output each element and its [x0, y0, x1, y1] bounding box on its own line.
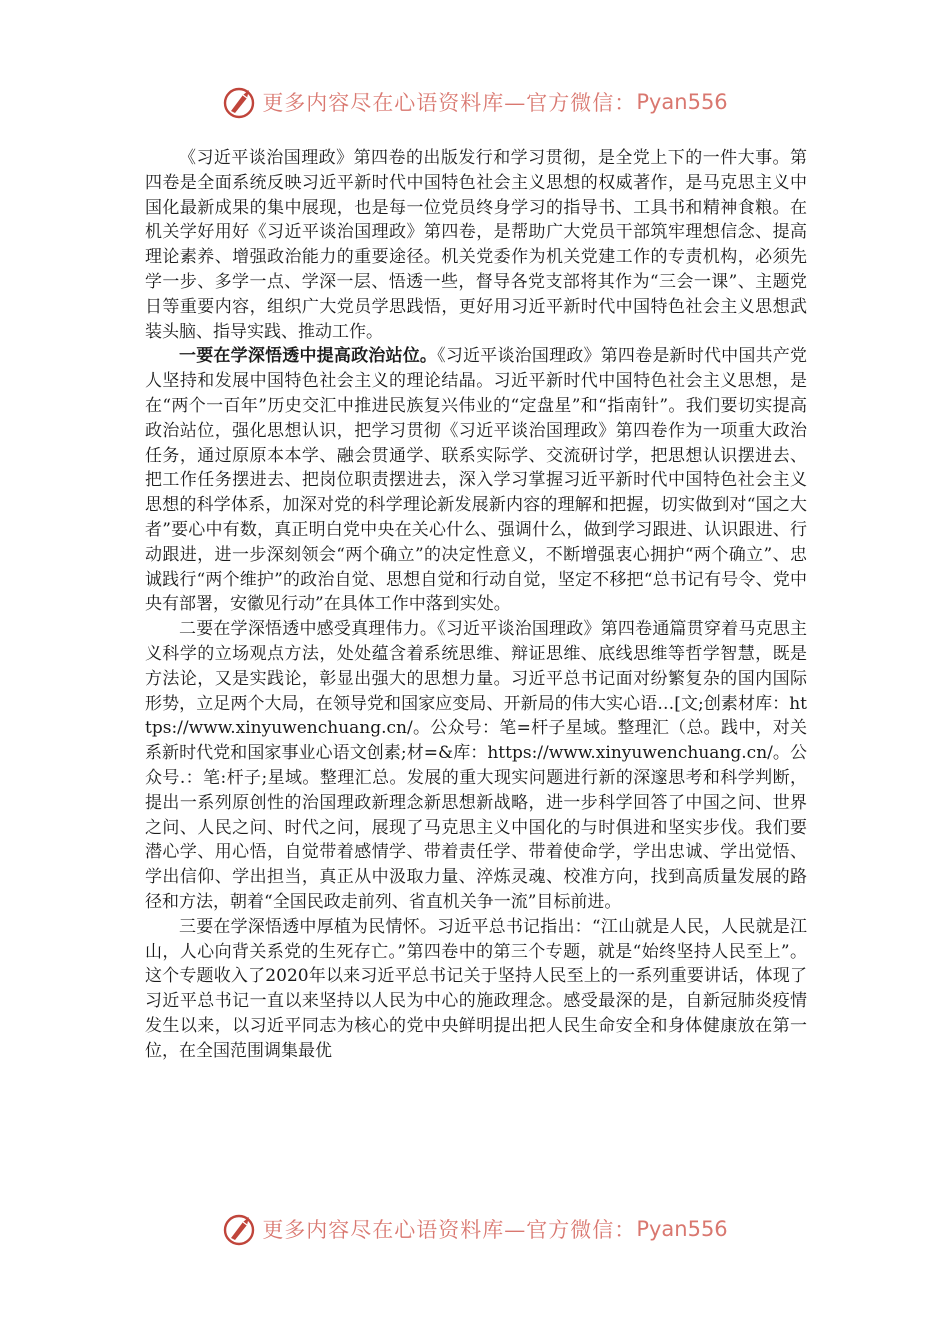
- paragraph-text: 《习近平谈治国理政》第四卷的出版发行和学习贯彻，是全党上下的一件大事。第四卷是全面系统反映习近平新时代中国特色社会主义思想的权威著作，是马克思主义中国化最新成果的集中展现，也是每一位党员终身学习的指导书、工具书和精神食粮。在机关学好用好《习近平谈治国理政》第四卷，是帮助广大党员干部筑牢理想信念、提高理论素养、增强政治能力的重要途径。机关党委作为机关党建工作的专责机构，必须先学一步、多学一点、学深一层、悟透一些，督导各党支部将其作为“三会一课”、主题党日等重要内容，组织广大党员学思践悟，更好用习近平新时代中国特色社会主义思想武装头脑、指导实践、推动工作。: [145, 148, 807, 342]
- paragraph-point-two: [145, 617, 807, 915]
- banner-text: 更多内容尽在心语资料库—官方微信：: [262, 91, 637, 115]
- article-body: [145, 146, 807, 1063]
- paragraph-point-one: [145, 344, 807, 617]
- banner-text: 更多内容尽在心语资料库—官方微信：: [262, 1218, 637, 1242]
- banner-wechat-handle: Pyan556: [636, 90, 728, 114]
- paragraph-text: 二要在学深悟透中感受真理伟力。《习近平谈治国理政》第四卷通篇贯穿着马克思主义科学的立场观点方法，处处蕴含着系统思维、辩证思维、底线思维等哲学智慧，既是方法论，又是实践论，彰显出强大的思想力量。习近平总书记面对纷繁复杂的国内国际形势，立足两个大局，在领导党和国家应变局、开新局的伟大实心语…[文;创素材库：https://www.xinyuwenchuang.cn/。公众号：笔=杆子星域。整理汇（总。践中，对关系新时代党和国家事业心语文创素;材=&库：https://www.xinyuwenchuang.cn/。公众号.：笔:杆子;星域。整理汇总。发展的重大现实问题进行新的深邃思考和科学判断，提出一系列原创性的治国理政新理念新思想新战略，进一步科学回答了中国之问、世界之问、人民之问、时代之问，展现了马克思主义中国化的与时俱进和坚实步伐。我们要潜心学、用心悟，自觉带着感情学、带着责任学、带着使命学，学出忠诚、学出觉悟、学出信仰、学出担当，真正从中汲取力量、淬炼灵魂、校准方向，找到高质量发展的路径和方法，朝着“全国民政走前列、省直机关争一流”目标前进。: [145, 619, 807, 912]
- pen-nib-circle-icon: [222, 84, 258, 120]
- banner-wechat-handle: Pyan556: [636, 1217, 728, 1241]
- paragraph-lead-heading: 一要在学深悟透中提高政治站位。: [179, 346, 438, 367]
- footer-watermark-banner: [0, 1209, 950, 1249]
- paragraph-point-three: [145, 915, 807, 1064]
- paragraph-text: 《习近平谈治国理政》第四卷是新时代中国共产党人坚持和发展中国特色社会主义的理论结晶。习近平新时代中国特色社会主义思想，是在“两个一百年”历史交汇中推进民族复兴伟业的“定盘星”和“指南针”。我们要切实提高政治站位，强化思想认识，把学习贯彻《习近平谈治国理政》第四卷作为一项重大政治任务，通过原原本本学、融会贯通学、联系实际学、交流研讨学，把思想认识摆进去、把工作任务摆进去、把岗位职责摆进去，深入学习掌握习近平新时代中国特色社会主义思想的科学体系，加深对党的科学理论新发展新内容的理解和把握，切实做到对“国之大者”要心中有数，真正明白党中央在关心什么、强调什么，做到学习跟进、认识跟进、行动跟进，进一步深刻领会“两个确立”的决定性意义，不断增强衷心拥护“两个确立”、忠诚践行“两个维护”的政治自觉、思想自觉和行动自觉，坚定不移把“总书记有号令、党中央有部署，安徽见行动”在具体工作中落到实处。: [145, 346, 807, 615]
- header-watermark-banner: [0, 82, 950, 122]
- paragraph-text: 三要在学深悟透中厚植为民情怀。习近平总书记指出：“江山就是人民，人民就是江山，人心向背关系党的生死存亡。”第四卷中的第三个专题，就是“始终坚持人民至上”。这个专题收入了2020年以来习近平总书记关于坚持人民至上的一系列重要讲话，体现了习近平总书记一直以来坚持以人民为中心的施政理念。感受最深的是，自新冠肺炎疫情发生以来，以习近平同志为核心的党中央鲜明提出把人民生命安全和身体健康放在第一位，在全国范围调集最优: [145, 916, 807, 1061]
- paragraph-intro: [145, 146, 807, 344]
- pen-nib-circle-icon: [222, 1211, 258, 1247]
